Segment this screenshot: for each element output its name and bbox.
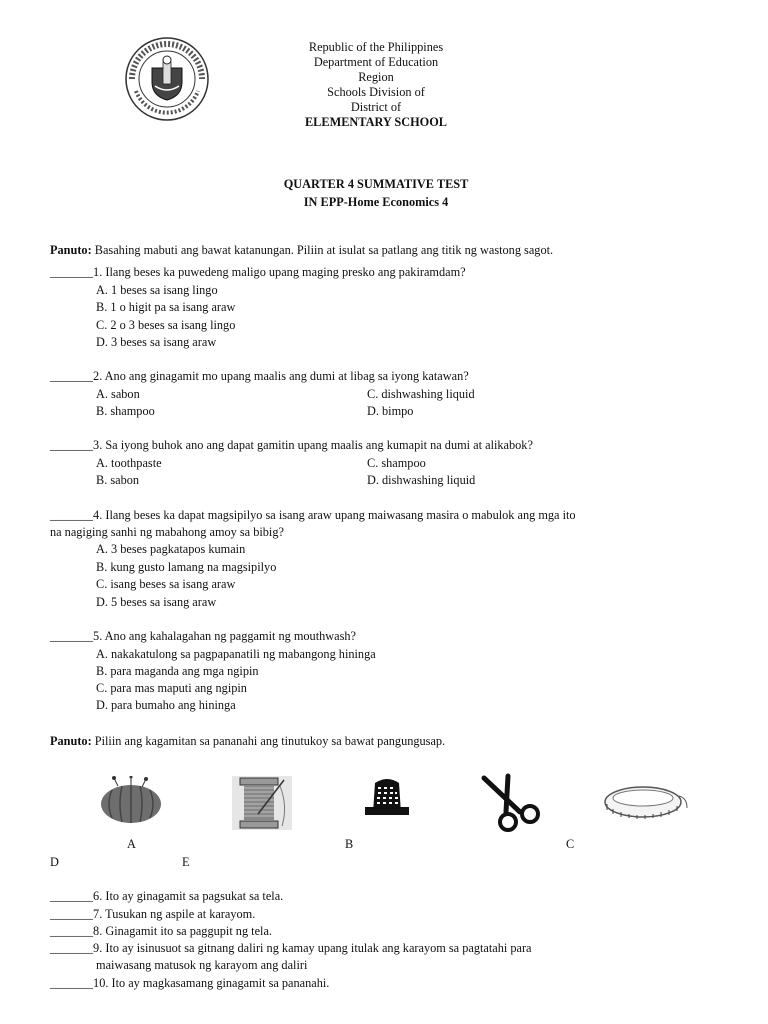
item-text: 6. Ito ay ginagamit sa pagsukat sa tela. — [93, 889, 284, 903]
option: D. 3 beses sa isang araw — [96, 335, 217, 349]
option: B. sabon — [96, 473, 140, 487]
header-school: ELEMENTARY SCHOOL — [304, 115, 448, 129]
item-text: 7. Tusukan ng aspile at karayom. — [93, 907, 256, 921]
question-3 — [50, 438, 533, 453]
item-text: 8. Ginagamit ito sa paggupit ng tela. — [93, 924, 273, 938]
image-letter: E — [182, 855, 190, 869]
option: A. toothpaste — [96, 456, 162, 470]
answer-blank[interactable]: _______ — [50, 508, 94, 522]
question-stem: 1. Ilang beses ka puwedeng maligo upang maging presko ang pakiramdam? — [93, 265, 466, 279]
question-5 — [50, 629, 356, 644]
option: C. 2 o 3 beses sa isang lingo — [96, 318, 236, 332]
option: C. para mas maputi ang ngipin — [96, 681, 247, 695]
option: A. 1 beses sa isang lingo — [96, 283, 218, 297]
instructions-text: Piliin ang kagamitan sa pananahi ang tinutukoy sa bawat pangungusap. — [91, 734, 446, 748]
option: B. shampoo — [96, 404, 155, 418]
item-6 — [50, 889, 283, 904]
option: A. nakakatulong sa pagpapanatili ng mabangong hininga — [96, 647, 376, 661]
option: D. para bumaho ang hininga — [96, 698, 236, 712]
question-stem: 2. Ano ang ginagamit mo upang maalis ang dumi at libag sa iyong katawan? — [93, 369, 469, 383]
image-letter: B — [345, 837, 354, 851]
item-text: 10. Ito ay magkasamang ginagamit sa pananahi. — [93, 976, 330, 990]
option: C. shampoo — [367, 456, 426, 470]
question-stem-cont: na nagiging sanhi ng mabahong amoy sa bibig? — [50, 525, 284, 539]
item-8 — [50, 924, 272, 939]
question-stem: 4. Ilang beses ka dapat magsipilyo sa isang araw upang maiwasang masira o mabulok ang mga ito — [93, 508, 576, 522]
header-republic: Republic of the Philippines — [308, 40, 444, 54]
answer-blank[interactable]: _______ — [50, 369, 94, 383]
image-letter: A — [127, 837, 136, 851]
option: B. kung gusto lamang na magsipilyo — [96, 560, 277, 574]
item-10 — [50, 976, 329, 991]
option: B. 1 o higit pa sa isang araw — [96, 300, 236, 314]
thimble-icon — [363, 775, 411, 817]
answer-blank[interactable]: _______ — [50, 907, 94, 921]
option: C. dishwashing liquid — [367, 387, 475, 401]
thread-spool-icon — [230, 774, 294, 832]
instructions-text: Basahing mabuti ang bawat katanungan. Piliin at isulat sa patlang ang titik ng wastong sagot. — [91, 243, 554, 257]
question-2 — [50, 369, 469, 384]
question-4 — [50, 508, 576, 523]
option: D. 5 beses sa isang araw — [96, 595, 217, 609]
test-subtitle: IN EPP-Home Economics 4 — [303, 195, 449, 209]
option: C. isang beses sa isang araw — [96, 577, 236, 591]
answer-blank[interactable]: _______ — [50, 976, 94, 990]
tape-measure-icon — [603, 782, 689, 822]
option: A. sabon — [96, 387, 140, 401]
answer-blank[interactable]: _______ — [50, 924, 94, 938]
answer-blank[interactable]: _______ — [50, 629, 94, 643]
image-letter: C — [566, 837, 575, 851]
instructions-1 — [50, 243, 553, 258]
scissors-icon — [478, 772, 546, 834]
image-letter: D — [50, 855, 59, 869]
header-division: Schools Division of — [327, 85, 425, 99]
pin-cushion-icon — [98, 776, 164, 824]
item-text: 9. Ito ay isinusuot sa gitnang daliri ng kamay upang itulak ang karayom sa pagtatahi para — [93, 941, 532, 955]
option: A. 3 beses pagkatapos kumain — [96, 542, 246, 556]
instructions-label: Panuto: — [50, 734, 92, 748]
question-stem: 5. Ano ang kahalagahan ng paggamit ng mouthwash? — [93, 629, 357, 643]
instructions-2 — [50, 734, 445, 749]
answer-blank[interactable]: _______ — [50, 941, 94, 955]
test-title: QUARTER 4 SUMMATIVE TEST — [283, 177, 469, 191]
header-district: District of — [350, 100, 402, 114]
header-region: Region — [358, 70, 394, 84]
question-stem: 3. Sa iyong buhok ano ang dapat gamitin upang maalis ang kumapit na dumi at alikabok? — [93, 438, 533, 452]
answer-blank[interactable]: _______ — [50, 265, 94, 279]
option: D. dishwashing liquid — [367, 473, 476, 487]
option: D. bimpo — [367, 404, 414, 418]
question-1 — [50, 265, 466, 280]
header-department: Department of Education — [313, 55, 439, 69]
item-9-cont: maiwasang matusok ng karayom ang daliri — [96, 958, 308, 972]
option: B. para maganda ang mga ngipin — [96, 664, 259, 678]
item-9 — [50, 941, 532, 956]
instructions-label: Panuto: — [50, 243, 92, 257]
answer-blank[interactable]: _______ — [50, 438, 94, 452]
item-7 — [50, 907, 255, 922]
answer-blank[interactable]: _______ — [50, 889, 94, 903]
